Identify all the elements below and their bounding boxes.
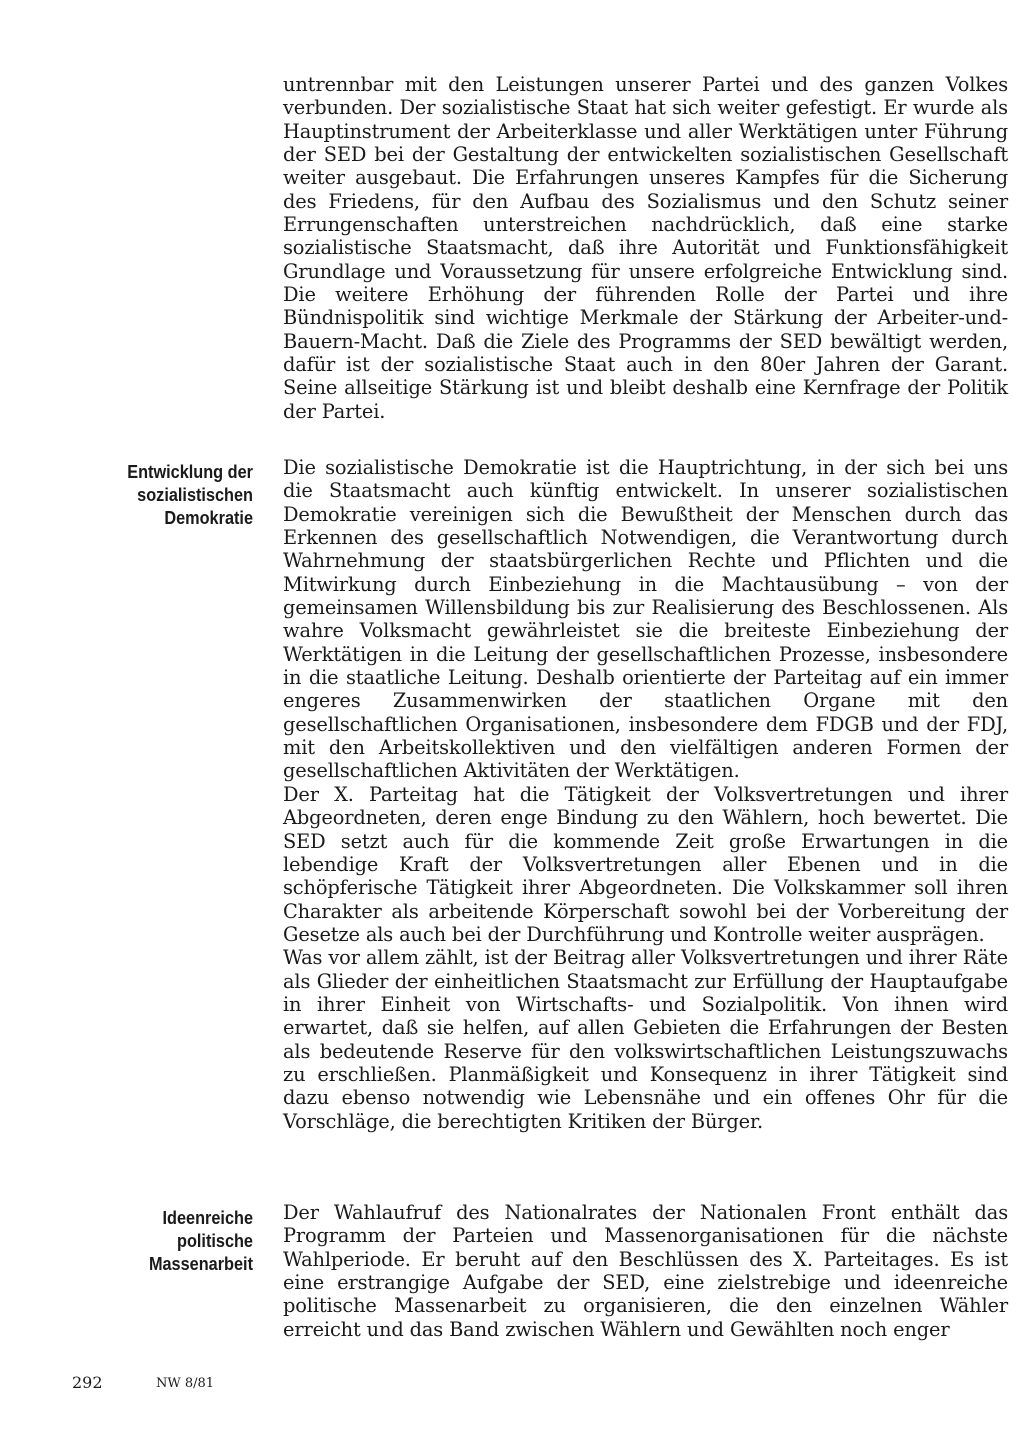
side-heading-massenarbeit [83, 1206, 253, 1275]
side-heading-line: Demokratie [164, 507, 253, 528]
intro-block [283, 73, 1008, 423]
source-reference: NW 8/81 [156, 1376, 215, 1391]
demokratie-paragraph-2: Der X. Parteitag hat die Tätigkeit der Volksvertretungen und ihrer Abgeordneten, deren enge Bindung zu den Wählern, hoch bewertet. Die SED setzt auch für die kommende Zeit große Erwartungen in die lebendige Kraft der Volksvertretungen aller Ebenen und in die schöpferische Tätigkeit ihrer Abgeordneten. Die Volkskammer soll ihren Charakter als arbeitende Körperschaft sowohl bei der Vorbereitung der Gesetze als auch bei der Durchführung und Kontrolle weiter ausprägen. [283, 782, 1008, 946]
side-heading-line: politische [177, 1230, 253, 1251]
page-number: 292 [72, 1373, 103, 1392]
side-heading-line: Massenarbeit [148, 1253, 253, 1274]
side-heading-line: sozialistischen [137, 484, 253, 505]
side-heading-line: Entwicklung der [127, 461, 253, 482]
demokratie-paragraph-1: Die sozialistische Demokratie ist die Hauptrichtung, in der sich bei uns die Staatsmacht auch künftig entwickelt. In unserer sozialistischen Demokratie vereinigen sich die Bewußtheit der Menschen durch das Erkennen des gesellschaftlich Notwendigen, die Verantwortung durch Wahrnehmung der staatsbürgerlichen Rechte und Pflichten und die Mitwirkung durch Einbeziehung in die Machtausübung – von der gemeinsamen Willensbildung bis zur Realisierung des Beschlossenen. Als wahre Volksmacht gewährleistet sie die breiteste Einbeziehung der Werktätigen in die Leitung der gesellschaftlichen Prozesse, insbesondere in die staatliche Leitung. Deshalb orientierte der Parteitag auf ein immer engeres Zusammenwirken der staatlichen Organe mit den gesellschaftlichen Organisationen, insbesondere dem FDGB und der FDJ, mit den Arbeitskollektiven und den vielfältigen anderen Formen der gesellschaftlichen Aktivitäten der Werktätigen. [283, 456, 1008, 783]
side-heading-demokratie [83, 460, 253, 529]
massenarbeit-paragraph: Der Wahlaufruf des Nationalrates der Nationalen Front enthält das Programm der Parteien und Massenorganisationen für die nächste Wahlperiode. Er beruht auf den Beschlüssen des X. Parteitages. Es ist eine erstrangige Aufgabe der SED, eine zielstrebige und ideenreiche politische Massenarbeit zu organisieren, die den einzelnen Wähler erreicht und das Band zwischen Wählern und Gewählten noch enger [283, 1201, 1008, 1341]
intro-paragraph: untrennbar mit den Leistungen unserer Partei und des ganzen Volkes verbunden. Der sozialistische Staat hat sich weiter gefestigt. Er wurde als Hauptinstrument der Arbeiterklasse und aller Werktätigen unter Führung der SED bei der Gestaltung der entwickelten sozialistischen Gesellschaft weiter ausgebaut. Die Erfahrungen unseres Kampfes für die Sicherung des Friedens, für den Aufbau des Sozialismus und den Schutz seiner Errungenschaften unterstreichen nachdrücklich, daß eine starke sozialistische Staatsmacht, daß ihre Autorität und Funktionsfähigkeit Grundlage und Voraussetzung für unsere erfolgreiche Entwicklung sind. Die weitere Erhöhung der führenden Rolle der Partei und ihre Bündnispolitik sind wichtige Merkmale der Stärkung der Arbeiter-und-Bauern-Macht. Daß die Ziele des Programms der SED bewältigt werden, dafür ist der sozialistische Staat auch in den 80er Jahren der Garant. Seine allseitige Stärkung ist und bleibt deshalb eine Kernfrage der Politik der Partei. [283, 73, 1008, 423]
demokratie-paragraph-3: Was vor allem zählt, ist der Beitrag aller Volksvertretungen und ihrer Räte als Glieder der einheitlichen Staatsmacht zur Erfüllung der Hauptaufgabe in ihrer Einheit von Wirtschafts- und Sozialpolitik. Von ihnen wird erwartet, daß sie helfen, auf allen Gebieten die Erfahrungen der Besten als bedeutende Reserve für den volkswirtschaftlichen Leistungszuwachs zu erschließen. Planmäßigkeit und Konsequenz in ihrer Tätigkeit sind dazu ebenso notwendig wie Lebensnähe und ein offenes Ohr für die Vorschläge, die berechtigten Kritiken der Bürger. [283, 946, 1008, 1133]
side-heading-line: Ideenreiche [162, 1207, 253, 1228]
massenarbeit-block [283, 1201, 1008, 1341]
demokratie-block [283, 456, 1008, 1133]
